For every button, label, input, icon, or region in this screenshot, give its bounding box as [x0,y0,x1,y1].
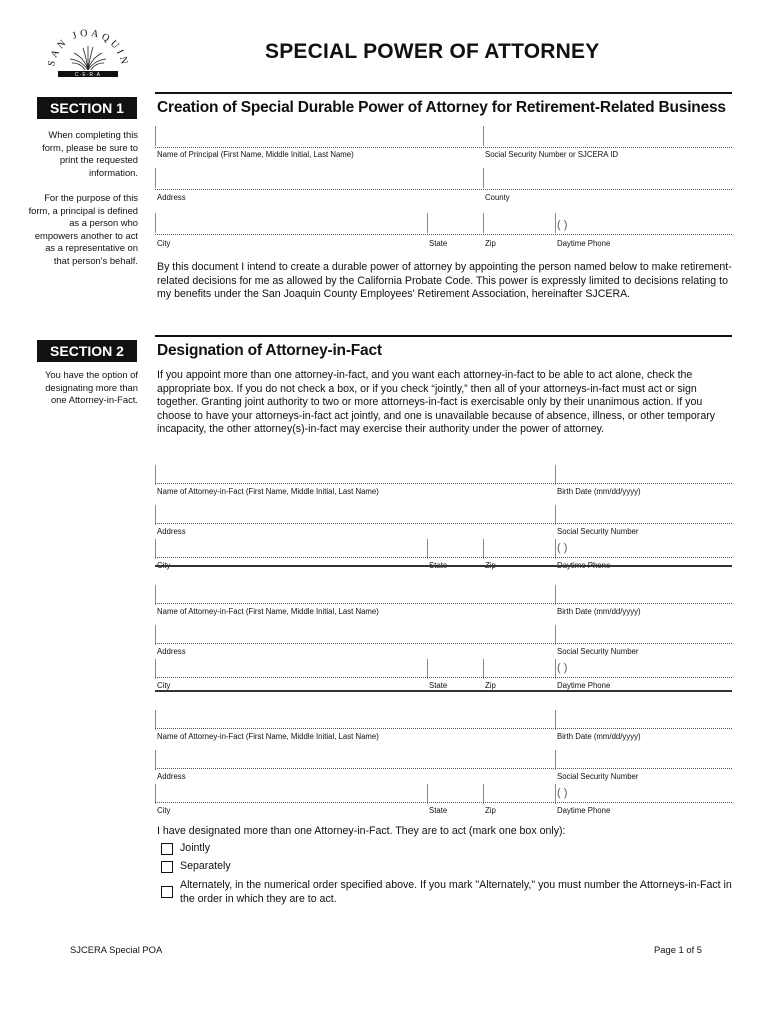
attorney-1-birth-label: Birth Date (mm/dd/yyyy) [557,487,641,496]
attorney-1-name-label: Name of Attorney-in-Fact (First Name, Middle Initial, Last Name) [157,487,379,496]
field-divider [555,659,556,679]
section1-rule [155,92,732,94]
field-divider [555,784,556,804]
section2-paragraph: If you appoint more than one attorney-in-fact, and you want each attorney-in-fact to be able to act alone, check the appropriate box. If you do not check a box, or if you check “jointly,” then all of your attorneys-in-fact must act or sign together. Granting joint authority to two or more attorneys-in-fact is exercisable only by their unanimous action. If you choose to have your attorneys-in-fact act jointly, and one is unavailable because of absence, illness, or other temporary incapacity, the other attorney(s)-in-fact may exercise their authority under the power of attorney. [157,369,716,436]
section2-rule [155,335,732,337]
principal-phone-label: Daytime Phone [557,239,611,248]
field-divider [155,625,156,645]
field-divider [155,659,156,679]
field-divider [155,126,156,146]
alternately-checkbox[interactable] [161,886,173,898]
attorney-2-address-label: Address [157,647,186,656]
attorney-3-ssn-label: Social Security Number [557,772,639,781]
field-divider [555,505,556,525]
field-divider [155,465,156,485]
attorney-3-birth-label: Birth Date (mm/dd/yyyy) [557,732,641,741]
footer-page-number: Page 1 of 5 [654,944,702,955]
field-divider [555,625,556,645]
field-divider [155,168,156,188]
field-divider [555,710,556,730]
attorney-2-phone-label: Daytime Phone [557,681,611,690]
attorney-3-city-line [155,802,732,803]
attorney-3-address-label: Address [157,772,186,781]
section2-side-note: You have the option of designating more than one Attorney-in-Fact. [45,369,138,406]
attorney-1-ssn-label: Social Security Number [557,527,639,536]
attorney-1-name-line [155,483,732,484]
attorney-2-zip-label: Zip [485,681,496,690]
attorney-2-name-line [155,603,732,604]
principal-address-field[interactable] [155,168,732,202]
attorney-3-address-field[interactable] [155,748,732,778]
logo-grass-icon [70,46,106,70]
field-divider [427,539,428,559]
attorney-2-ssn-label: Social Security Number [557,647,639,656]
principal-address-label: Address [157,193,186,202]
field-divider [427,784,428,804]
attorney-2-city-line [155,677,732,678]
principal-ssn-label: Social Security Number or SJCERA ID [485,150,619,159]
attorney-3-phone-label: Daytime Phone [557,806,611,815]
section2-title: Designation of Attorney-in-Fact [157,342,382,359]
field-divider [155,585,156,605]
attorney-3-name-line [155,728,732,729]
field-divider [155,505,156,525]
attorney-2-address-line [155,643,732,644]
principal-city-line [155,234,732,235]
field-divider [155,710,156,730]
field-divider [155,750,156,770]
field-divider [155,539,156,559]
attorney-1-city-line [155,557,732,558]
field-divider [427,213,428,233]
jointly-label: Jointly [180,842,211,854]
attorney-3-address-line [155,768,732,769]
field-divider [555,465,556,485]
act-prompt: I have designated more than one Attorney-in-Fact. They are to act (mark one box only): [157,825,566,837]
principal-phone-area: ( ) [557,219,568,231]
attorney-3-zip-label: Zip [485,806,496,815]
alternately-label: Alternately, in the numerical order specified above. If you mark "Alternately," you must number the Attorneys-in-Fact in the order in which they are to act. [180,879,732,905]
principal-name-line [155,147,732,148]
attorney-1-address-line [155,523,732,524]
section1-paragraph: By this document I intend to create a durable power of attorney by appointing the person named below to make retirement-related decisions for me as allowed by the California Probate Code. This power is expressly limited to decisions relating to my benefits under the San Joaquin County Employees' Retirement Association, hereinafter SJCERA. [157,261,732,301]
attorney-3-name-label: Name of Attorney-in-Fact (First Name, Middle Initial, Last Name) [157,732,379,741]
principal-state-label: State [429,239,448,248]
separately-label: Separately [180,860,231,872]
field-divider [155,213,156,233]
logo-band-text: C·E·R·A [75,72,101,78]
field-divider [427,659,428,679]
principal-name-label: Name of Principal (First Name, Middle Initial, Last Name) [157,150,354,159]
attorney-1-phone-area: ( ) [557,542,568,554]
attorney-2-phone-area: ( ) [557,662,568,674]
attorney-1-address-label: Address [157,527,186,536]
field-divider [555,213,556,233]
attorney-3-phone-area: ( ) [557,787,568,799]
field-divider [483,126,484,146]
section2-badge: SECTION 2 [37,340,137,362]
field-divider [483,539,484,559]
sjcera-logo [40,18,136,80]
field-divider [555,585,556,605]
section1-title: Creation of Special Durable Power of Attorney for Retirement-Related Business [157,99,726,116]
field-divider [483,659,484,679]
field-divider [155,784,156,804]
attorney-2-state-label: State [429,681,448,690]
attorney-2-separator [155,565,732,567]
attorney-2-address-field[interactable] [155,623,732,653]
section1-principal-definition: For the purpose of this form, a principal is defined as a person who empowers another to act as a representative on that person's behalf. [28,192,138,266]
field-divider [555,750,556,770]
attorney-2-city-label: City [157,681,171,690]
section1-badge: SECTION 1 [37,97,137,119]
attorney-1-address-field[interactable] [155,503,732,533]
field-divider [555,539,556,559]
principal-zip-label: Zip [485,239,496,248]
principal-city-label: City [157,239,171,248]
principal-county-label: County [485,193,510,202]
attorney-3-city-label: City [157,806,171,815]
field-divider [483,213,484,233]
separately-checkbox[interactable] [161,861,173,873]
principal-address-line [155,189,732,190]
jointly-checkbox[interactable] [161,843,173,855]
attorney-2-name-label: Name of Attorney-in-Fact (First Name, Middle Initial, Last Name) [157,607,379,616]
section1-side-note: When completing this form, please be sure to print the requested information. [42,129,138,178]
attorney-2-birth-label: Birth Date (mm/dd/yyyy) [557,607,641,616]
attorney-3-separator [155,690,732,692]
logo-arc-text: SAN JOAQUIN [46,27,131,69]
footer-form-name: SJCERA Special POA [70,944,163,955]
attorney-3-state-label: State [429,806,448,815]
field-divider [483,168,484,188]
field-divider [483,784,484,804]
page-title: SPECIAL POWER OF ATTORNEY [265,40,600,63]
